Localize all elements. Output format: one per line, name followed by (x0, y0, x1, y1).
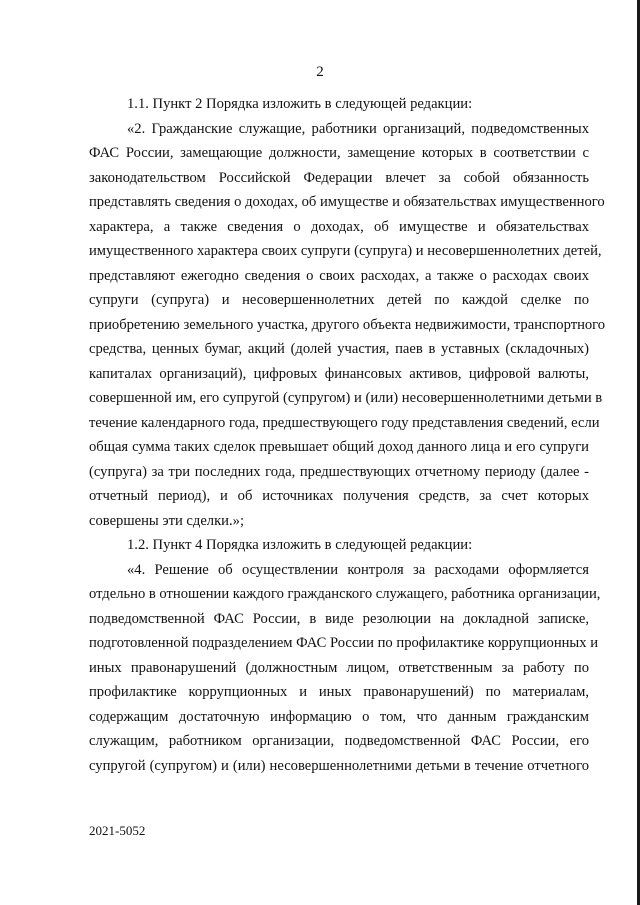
paragraph-clause-4 (89, 558, 601, 779)
text-line: представлять сведения о доходах, об имуществе и обязательствах имущественного (89, 194, 605, 210)
text-line: отчетный период), и об источниках получения средств, за счет которых (89, 488, 589, 504)
text-line: служащим, работником организации, подведомственной ФАС России, его (89, 733, 589, 749)
text-line: ФАС России, замещающие должности, замещение которых в соответствии с (89, 145, 589, 161)
paragraph-1-2 (89, 533, 589, 558)
text-line: характера, а также сведения о доходах, об имуществе и обязательствах (89, 218, 589, 235)
text-line: иных правонарушений (должностным лицом, ответственным за работу по (89, 659, 589, 676)
document-body (89, 92, 606, 778)
text-line: отдельно в отношении каждого гражданского служащего, работника организации, (89, 586, 601, 602)
text-line: подведомственной ФАС России, в виде резолюции на докладной записке, (89, 610, 589, 627)
paragraph-1-1 (89, 92, 589, 117)
text-line: 1.2. Пункт 4 Порядка изложить в следующей редакции: (127, 537, 473, 553)
text-line: общая сумма таких сделок превышает общий доход данного лица и его супруги (89, 439, 589, 455)
text-line: совершены эти сделки.»; (89, 512, 244, 529)
text-line: профилактике коррупционных и иных правонарушений) по материалам, (89, 684, 589, 700)
text-line: средства, ценных бумаг, акций (долей участия, паев в уставных (складочных) (89, 341, 589, 357)
paragraph-clause-2 (89, 117, 606, 534)
text-line: имущественного характера своих супруги (супруга) и несовершеннолетних детей, (89, 243, 602, 259)
text-line: супруги (супруга) и несовершеннолетних детей по каждой сделке по (89, 292, 589, 308)
text-line: приобретению земельного участка, другого объекта недвижимости, транспортного (89, 316, 606, 333)
text-line: 1.1. Пункт 2 Порядка изложить в следующей редакции: (127, 96, 473, 112)
text-line: содержащим достаточную информацию о том, что данным гражданским (89, 708, 589, 725)
text-line: капиталах организаций), цифровых финансовых активов, цифровой валюты, (89, 365, 589, 382)
text-line: течение календарного года, предшествующего году представления сведений, если (89, 414, 600, 431)
text-line: (супруга) за три последних года, предшествующих отчетному периоду (далее - (89, 463, 589, 480)
text-line: законодательством Российской Федерации влечет за собой обязанность (89, 169, 589, 186)
page-number: 2 (316, 64, 324, 80)
text-line: супругой (супругом) и (или) несовершеннолетними детьми в течение отчетного (89, 757, 589, 774)
text-line: представляют ежегодно сведения о своих расходах, а также о расходах своих (89, 267, 589, 284)
document-code: 2021-5052 (89, 823, 146, 838)
text-line: совершенной им, его супругой (супругом) и (или) несовершеннолетними детьми в (89, 390, 603, 406)
text-line: «4. Решение об осуществлении контроля за расходами оформляется (127, 561, 589, 578)
text-line: «2. Гражданские служащие, работники организаций, подведомственных (127, 120, 589, 137)
text-line: подготовленной подразделением ФАС России по профилактике коррупционных и (89, 635, 598, 651)
